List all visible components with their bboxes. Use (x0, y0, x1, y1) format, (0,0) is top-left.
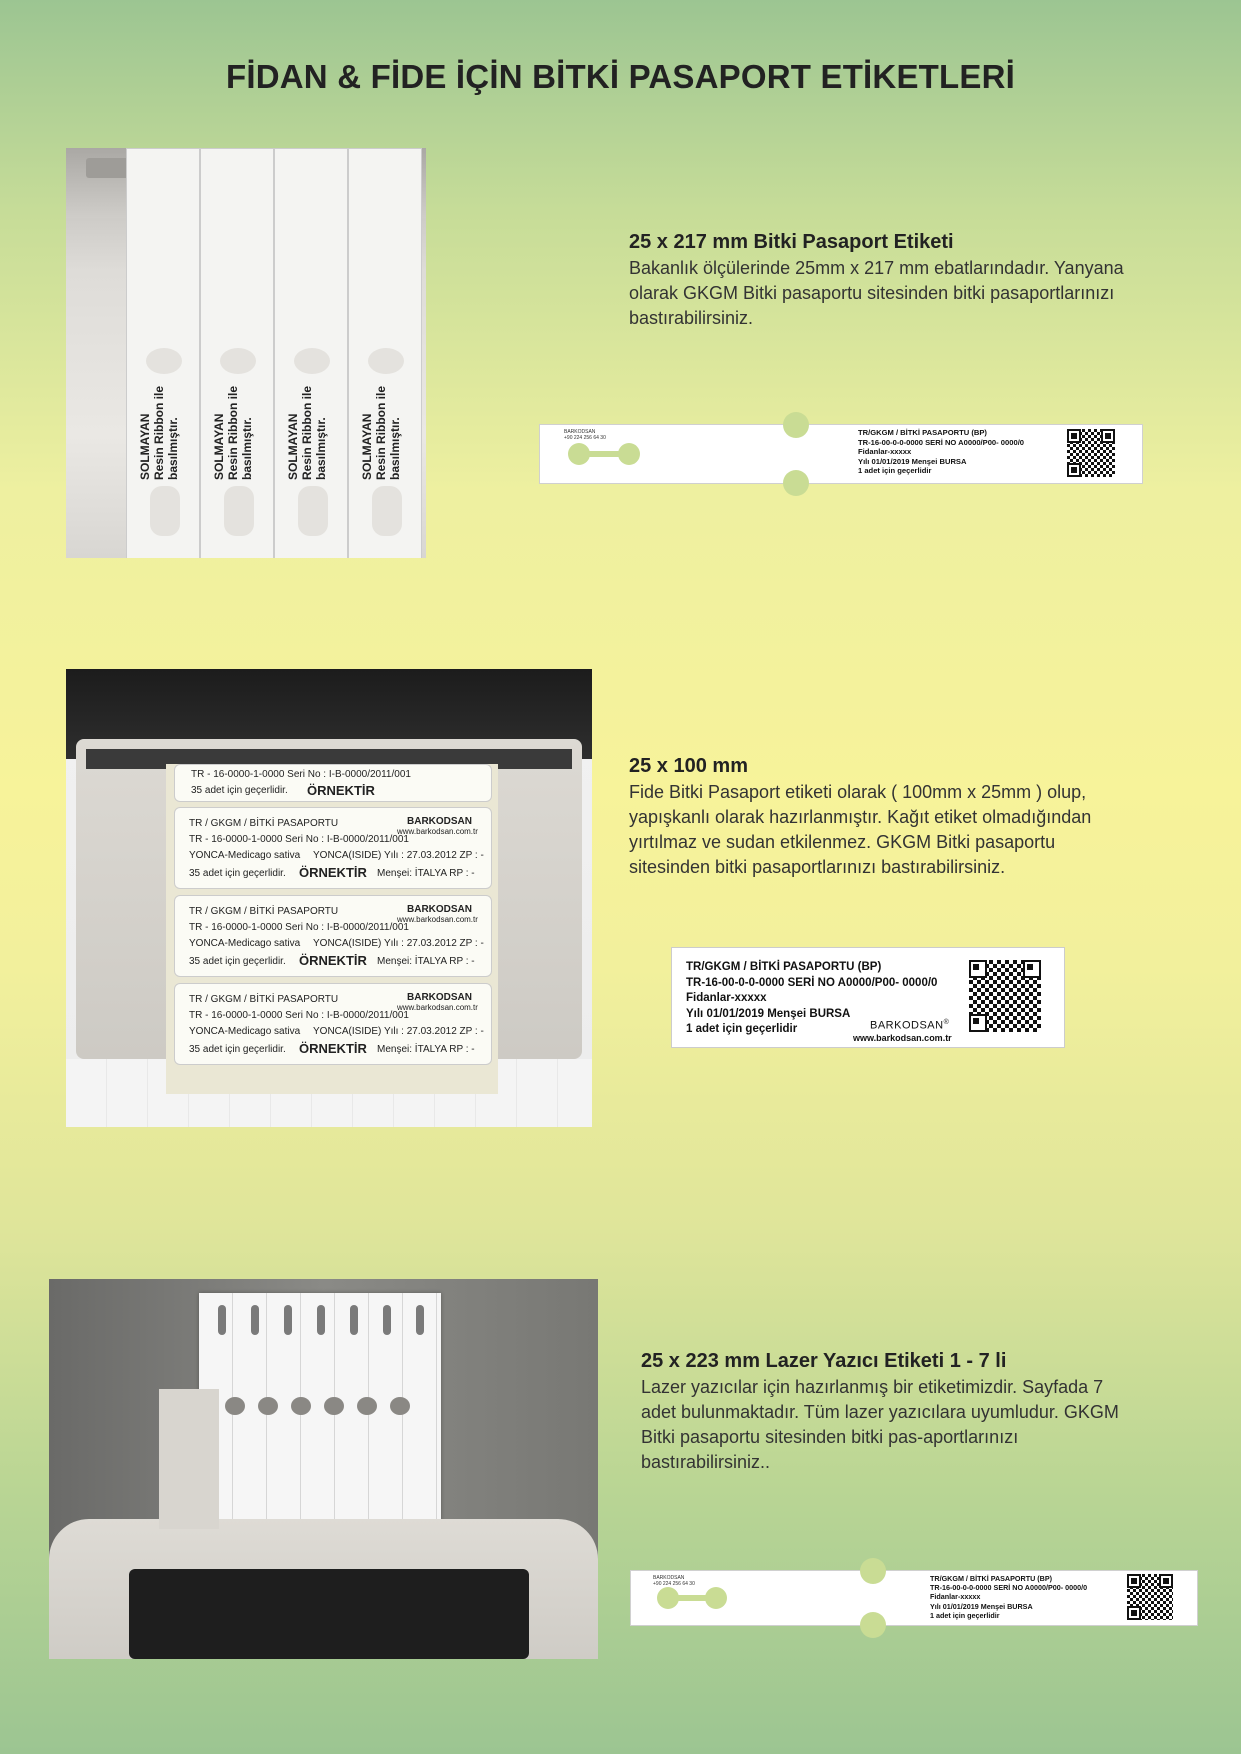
section-25x223 (641, 1350, 1141, 1475)
strip-text: SOLMAYAN Resin Ribbon ile basılmıştır. (212, 386, 254, 481)
strip-label-lines: TR/GKGM / BİTKİ PASAPORTU (BP) TR-16-00-0-0-0000 SERİ NO A0000/P00- 0000/0 Fidanlar-xxxxx Yılı 01/01/2019 Menşei BURSA 1 adet için geçerlidir (858, 428, 1025, 476)
strip-text: SOLMAYAN Resin Ribbon ile basılmıştır. (286, 386, 328, 481)
qr-code-icon (1127, 1574, 1173, 1620)
rect-label-lines: TR/GKGM / BİTKİ PASAPORTU (BP) TR-16-00-0-0-0000 SERİ NO A0000/P00- 0000/0 Fidanlar-xxxxx Yılı 01/01/2019 Menşei BURSA 1 adet için geçerlidir (686, 961, 938, 1035)
qr-code-icon (1067, 429, 1115, 477)
section-body: Bakanlık ölçülerinde 25mm x 217 mm ebatlarındadır. Yanyana olarak GKGM Bitki pasaportu sitesinden bitki pasaportlarınızı bastırabilirsiniz. (629, 258, 1124, 328)
photo-label: TR / GKGM / BİTKİ PASAPORTU BARKODSAN www.barkodsan.com.tr TR - 16-0000-1-0000 Seri No : I-B-0000/2011/001 YONCA-Medicago sativa YONCA(ISIDE) Yılı : 27.03.2012 ZP : - 35 adet için geçerlidir. ÖRNEKTİR Menşei: İTALYA RP : - (174, 983, 492, 1065)
photo-label: TR / GKGM / BİTKİ PASAPORTU BARKODSAN www.barkodsan.com.tr TR - 16-0000-1-0000 Seri No : I-B-0000/2011/001 YONCA-Medicago sativa YONCA(ISIDE) Yılı : 27.03.2012 ZP : - 35 adet için geçerlidir. ÖRNEKTİR Menşei: İTALYA RP : - (174, 895, 492, 977)
section-heading: 25 x 100 mm (629, 755, 748, 777)
strip-label-sample: BARKODSAN +90 224 256 64 30 TR/GKGM / BİTKİ PASAPORTU (BP) TR-16-00-0-0-0000 SERİ NO A0000/P00- 0000/0 Fidanlar-xxxxx Yılı 01/01/2019 Menşei BURSA 1 adet için geçerlidir (630, 1570, 1198, 1626)
strip-text: SOLMAYAN Resin Ribbon ile basılmıştır. (138, 386, 180, 481)
rect-label-sample (671, 947, 1065, 1048)
section-heading: 25 x 223 mm Lazer Yazıcı Etiketi 1 - 7 li (641, 1350, 1007, 1372)
section-body: Fide Bitki Pasaport etiketi olarak ( 100mm x 25mm ) olup, yapışkanlı olarak hazırlanmıştır. Kağıt etiket olmadığından yırtılmaz ve sudan etkilenmez. GKGM Bitki pasaportu sitesinden bitki pasaportlarınızı bastırabilirsiniz. (629, 782, 1092, 877)
section-25x100 (629, 755, 1129, 880)
photo-adhesive-printer: TR - 16-0000-1-0000 Seri No : I-B-0000/2011/001 35 adet için geçerlidir. ÖRNEKTİR TR / GKGM / BİTKİ PASAPORTU BARKODSAN www.barkodsan.com.tr TR - 16-0000-1-0000 Seri No : I-B-0000/2011/001 YONCA-Medicago sativa YONCA(ISIDE) Yılı : 27.03.2012 ZP : - 35 adet için geçerlidir. ÖRNEKTİR Menşei: İTALYA RP : - TR / GKGM / BİTKİ PASAPORTU BARKODSAN www.barkodsan.com.tr TR - 16-0000-1-0000 Seri No : I-B-0000/2011/001 YONCA-Medicago sativa YONCA(ISIDE) Yılı : 27.03.2012 ZP : - 35 adet için geçerlidir. ÖRNEKTİR Menşei: İTALYA RP : - TR / GKGM / BİTKİ PASAPORTU BARKODSAN www.barkodsan.com.tr TR - 16-0000-1-0000 Seri No : I-B-0000/2011/001 YONCA-Medicago sativa YONCA(ISIDE) Yılı : 27.03.2012 ZP : - 35 adet için geçerlidir. ÖRNEKTİR Menşei: İTALYA RP : - (66, 669, 592, 1127)
photo-label: TR / GKGM / BİTKİ PASAPORTU BARKODSAN www.barkodsan.com.tr TR - 16-0000-1-0000 Seri No : I-B-0000/2011/001 YONCA-Medicago sativa YONCA(ISIDE) Yılı : 27.03.2012 ZP : - 35 adet için geçerlidir. ÖRNEKTİR Menşei: İTALYA RP : - (174, 807, 492, 889)
strip-label-sample: BARKODSAN +90 224 256 64 30 TR/GKGM / BİTKİ PASAPORTU (BP) TR-16-00-0-0-0000 SERİ NO A0000/P00- 0000/0 Fidanlar-xxxxx Yılı 01/01/2019 Menşei BURSA 1 adet için geçerlidir (539, 424, 1143, 484)
section-25x217 (629, 231, 1139, 331)
page-title: FİDAN & FİDE İÇİN BİTKİ PASAPORT ETİKETLERİ (226, 58, 1015, 95)
photo-strip-printer (66, 148, 426, 558)
qr-code-icon (969, 960, 1041, 1032)
photo-laser-printer (49, 1279, 598, 1659)
section-body: Lazer yazıcılar için hazırlanmış bir etiketimizdir. Sayfada 7 adet bulunmaktadır. Tüm lazer yazıcılara uyumludur. GKGM Bitki pasaportu sitesinden bitki pas-aportlarınızı bastırabilirsiniz.. (641, 1377, 1119, 1472)
section-heading: 25 x 217 mm Bitki Pasaport Etiketi (629, 231, 954, 253)
brand-url: www.barkodsan.com.tr (853, 1033, 952, 1043)
strip-text: SOLMAYAN Resin Ribbon ile basılmıştır. (360, 386, 402, 481)
strip-label-lines: TR/GKGM / BİTKİ PASAPORTU (BP) TR-16-00-0-0-0000 SERİ NO A0000/P00- 0000/0 Fidanlar-xxxxx Yılı 01/01/2019 Menşei BURSA 1 adet için geçerlidir (930, 1574, 1088, 1620)
brand-name: BARKODSAN® (870, 1019, 950, 1032)
